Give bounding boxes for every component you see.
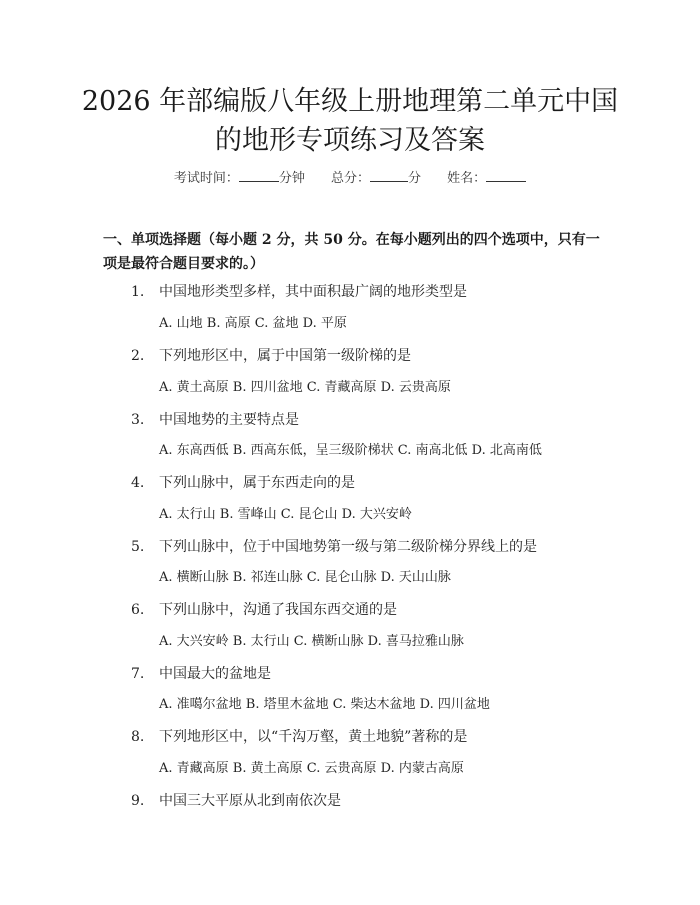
question-options: A. 太行山 B. 雪峰山 C. 昆仑山 D. 大兴安岭 (159, 507, 412, 522)
question-number: 4. (131, 475, 145, 491)
student-name-blank (486, 168, 526, 182)
question-options: A. 黄土高原 B. 四川盆地 C. 青藏高原 D. 云贵高原 (159, 380, 451, 395)
question-options: A. 大兴安岭 B. 太行山 C. 横断山脉 D. 喜马拉雅山脉 (159, 634, 464, 649)
question-options: A. 东高西低 B. 西高东低，呈三级阶梯状 C. 南高北低 D. 北高南低 (159, 443, 542, 458)
question-stem: 中国地形类型多样，其中面积最广阔的地形类型是 (159, 284, 467, 300)
question-stem: 下列地形区中，以“千沟万壑，黄土地貌”著称的是 (159, 729, 468, 745)
question-options: A. 准噶尔盆地 B. 塔里木盆地 C. 柴达木盆地 D. 四川盆地 (159, 697, 490, 712)
question-options: A. 山地 B. 高原 C. 盆地 D. 平原 (159, 316, 347, 331)
exam-time-field (174, 168, 305, 188)
student-name-field (447, 168, 526, 188)
student-name-label: 姓名： (447, 171, 487, 186)
total-score-unit: 分 (408, 171, 422, 186)
question-number: 7. (131, 666, 145, 682)
question-number: 1. (131, 284, 145, 300)
exam-meta (0, 168, 700, 188)
question-stem: 中国地势的主要特点是 (159, 412, 299, 428)
question-number: 8. (131, 729, 145, 745)
exam-time-blank (239, 168, 279, 182)
section-heading: 一、单项选择题（每小题 2 分，共 50 分。在每小题列出的四个选项中，只有一项是最符合题目要求的。） (103, 232, 600, 272)
total-score-blank (370, 168, 408, 182)
question-number: 9. (131, 793, 145, 809)
question-options: A. 横断山脉 B. 祁连山脉 C. 昆仑山脉 D. 天山山脉 (159, 570, 451, 585)
question-number: 5. (131, 539, 145, 555)
question-number: 6. (131, 602, 145, 618)
question-stem: 下列山脉中，位于中国地势第一级与第二级阶梯分界线上的是 (159, 539, 537, 555)
question-stem: 下列山脉中，沟通了我国东西交通的是 (159, 602, 397, 618)
question-stem: 中国三大平原从北到南依次是 (159, 793, 341, 809)
total-score-field (331, 168, 421, 188)
document-title-line-1: 2026 年部编版八年级上册地理第二单元中国 (81, 86, 619, 117)
exam-time-label: 考试时间： (173, 171, 239, 186)
question-number: 2. (131, 348, 145, 364)
question-stem: 中国最大的盆地是 (159, 666, 271, 682)
total-score-label: 总分： (330, 171, 370, 186)
question-options: A. 青藏高原 B. 黄土高原 C. 云贵高原 D. 内蒙古高原 (159, 761, 464, 776)
document-title-line-2: 的地形专项练习及答案 (215, 125, 485, 156)
question-stem: 下列地形区中，属于中国第一级阶梯的是 (159, 348, 411, 364)
exam-time-unit: 分钟 (278, 171, 305, 186)
question-number: 3. (131, 412, 145, 428)
question-stem: 下列山脉中，属于东西走向的是 (159, 475, 355, 491)
